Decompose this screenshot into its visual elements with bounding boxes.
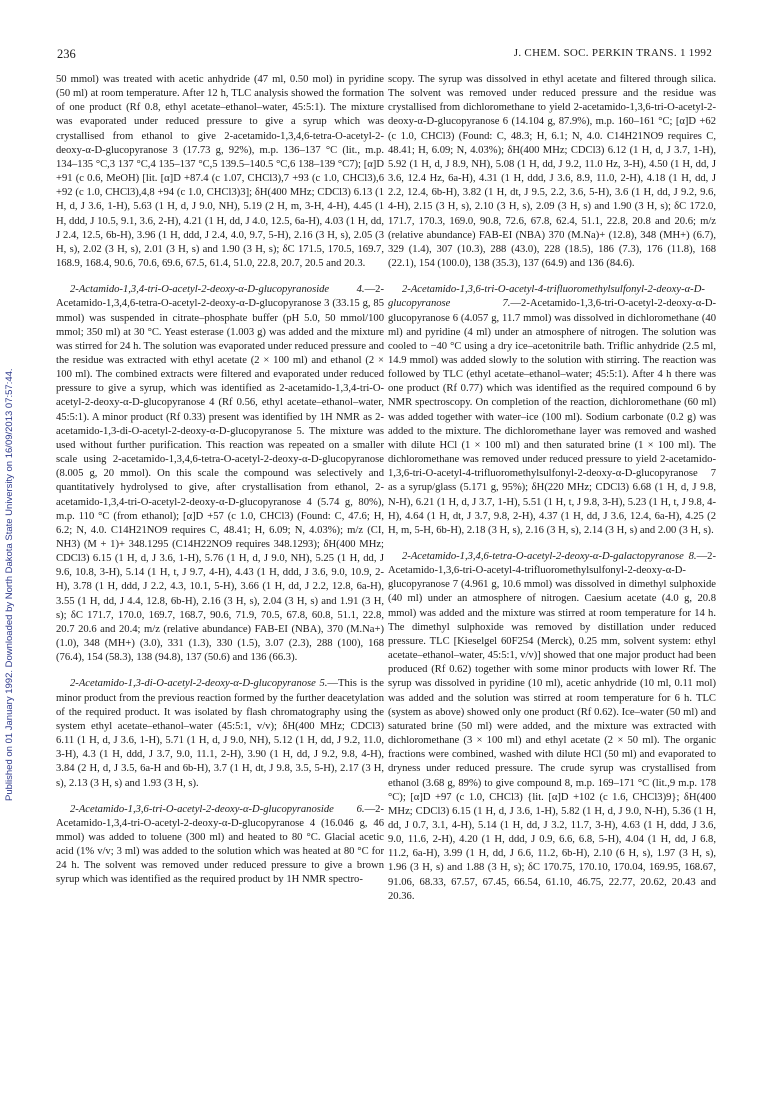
compound-5-text: —This is the minor product from the previous reaction formed by the further deacetylation of the required product. It was isolated by flash chromatography using the system ethyl acetate–ethanol–water (45:5:1, v/v); δH(400 MHz; CDCl3) 6.11 (1 H, d, J 3.6, 1-H), 5.71 (1 H, d, J 9.0, NH), 5.12 (1 H, dd, J 9.2, 11.0, 3-H), 4.3 (1 H, ddd, J 3.7, 9.0, 11.1, 2-H), 3.90 (1 H, dd, J 9.2, 9.8, 4-H), 3.84 (2 H, d, J 3.5, 6a-H and 6b-H), 3.7 (1 H, dt, J 9.8, 3.5, 5-H), 2.17 (3 H, s), 2.13 (3 H, s) and 1.93 (3 H, s). <box>56 678 384 789</box>
compound-4-text: —2-Acetamido-1,3,4,6-tetra-O-acetyl-2-deoxy-α-D-glucopyranose 3 (33.15 g, 85 mmol) was suspended in citrate–phosphate buffer (pH 5.0, 50 mmol/100 mmol; 350 ml) at 30 °C. Yeast esterase (1.003 g) was added and the mixture was stirred for 24 h. The solution was evaporated under reduced pressure and the residue was extracted with ethyl acetate (2 × 100 ml) and ethanol (2 × 100 ml). The combined extracts were filtered and evaporated under reduced pressure to give a syrup, which was identified as 2-acetamido-1,3,4-tri-O-acetyl-2-deoxy-α-D-glucopyranose 4 (Rf 0.56, ethyl acetate–ethanol–water, 45:5:1). A minor product (Rf 0.33) present was identified by 1H NMR as 2-acetamido-1,3-di-O-acetyl-2-deoxy-α-D-glucopyranose 5. The mixture was used without further purification. This reaction was repeated on a smaller scale using 2-acetamido-1,3,4,6-tetra-O-acetyl-2-deoxy-α-D-glucopyranose (8.005 g, 20 mmol). On this scale the compound was selectively and quantitatively hydrolysed to give, after crystallisation from ethanol, 2-acetamido-1,3,4-tri-O-acetyl-2-deoxy-α-D-glucopyranose 4 (5.74 g, 80%), m.p. 110 °C (from ethanol); [α]D +57 (c 1.0, CHCl3) (Found: C, 47.6; H, 6.2; N, 4.0. C14H21NO9 requires C, 48.41; H, 6.09; N, 4.03%); m/z (CI, NH3) (M + 1)+ 348.1295 (C14H22NO9 requires 348.1293); δH(400 MHz; CDCl3) 6.15 (1 H, d, J 3.6, 1-H), 5.76 (1 H, d, J 9.0, NH), 5.25 (1 H, dd, J 9.6, 10.8, 3-H), 5.14 (1 H, t, J 9.7, 4-H), 4.43 (1 H, ddd, J 3.6, 9.0, 10.9, 2-H), 3.78 (1 H, ddd, J 2.2, 4.3, 10.1, 5-H), 3.66 (1 H, dd, J 2.2, 12.8, 6a-H), 3.55 (1 H, dd, J 4.4, 12.8, 6b-H), 2.16 (3 H, s), 2.04 (3 H, s) and 1.91 (3 H, s); δC 171.7, 170.0, 169.7, 168.7, 90.6, 71.9, 70.5, 67.8, 60.8, 51.1, 22.8, 20.7 20.6 and 20.4; m/z (relative abundance) FAB-EI (NBA), 370 (M.Na+) (1.0), 348 (MH+) (3.0), 331 (1.3), 330 (1.5), 3.07 (2.3), 288 (100), 168 (76.4), 154 (58.3), 138 (94.8), 137 (50.6) and 136 (66.3). <box>56 284 384 664</box>
right-paragraph-1: scopy. The syrup was dissolved in ethyl acetate and filtered through silica. The solvent was removed under reduced pressure and the residue was crystallised from dichloromethane to yield 2-acetamido-1,3,6-tri-O-acetyl-2-deoxy-α-D-glucopyranose 6 (14.104 g, 87.9%), m.p. 160–161 °C; [α]D +62 (c 1.0, CHCl3) (Found: C, 48.3; H, 6.1; N, 4.0. C14H21NO9 requires C, 48.41; H, 6.09; N, 4.03%); δH(400 MHz; CDCl3) 6.12 (1 H, d, J 3.7, 1-H), 5.92 (1 H, d, J 8.9, NH), 5.08 (1 H, dd, J 9.2, 11.0 Hz, 3-H), 4.50 (1 H, dd, J 3.6, 12.4 Hz, 6a-H), 4.31 (1 H, ddd, J 3.6, 8.9, 11.0, 2-H), 4.18 (1 H, dd, J 2.2, 12.4, 6b-H), 3.82 (1 H, dt, J 9.5, 2.2, 3.6, 5-H), 3.6 (1 H, dd, J 9.2, 9.6, 4-H), 2.15 (3 H, s), 2.10 (3 H, s), 2.09 (3 H, s) and 1.90 (3 H, s); δC 172.0, 171.7, 170.3, 169.0, 90.8, 72.6, 67.8, 62.4, 51.1, 22.8, 20.8 and 20.6; m/z (relative abundance) FAB-EI (NBA) 370 (M.Na)+ (12.8), 348 (MH+) (6.7), 329 (1.4), 307 (10.3), 288 (43.0), 228 (18.5), 186 (7.3), 176 (11.8), 168 (22.1), 154 (100.0), 138 (35.3), 137 (64.9) and 136 (84.6). <box>388 74 716 270</box>
left-paragraph-3 <box>56 677 384 790</box>
compound-8-heading: 2-Acetamido-1,3,4,6-tetra-O-acetyl-2-deoxy-α-D-galactopyranose 8. <box>402 551 697 562</box>
compound-6-text: —2-Acetamido-1,3,4-tri-O-acetyl-2-deoxy-α-D-glucopyranose 4 (16.046 g, 46 mmol) was added to toluene (300 ml) and heated to 80 °C. Glacial acetic acid (1% v/v; 3 ml) was added to the solution which was heated at 80 °C for 24 h. The solvent was removed under reduced pressure to give a brown syrup which was identified as the required product by 1H NMR spectro- <box>56 803 384 886</box>
left-column <box>56 73 384 888</box>
compound-7-text: —2-Acetamido-1,3,6-tri-O-acetyl-2-deoxy-α-D-glucopyranose 6 (4.057 g, 11.7 mmol) was dissolved in dichloromethane (40 ml) and pyridine (4 ml) under an atmosphere of nitrogen. The solution was cooled to −40 °C using a dry ice–acetonitrile bath. Triflic anhydride (2.5 ml, 14.9 mmol) was added slowly to the solution with stirring. The reaction was followed by TLC (ethyl acetate–ethanol–water; 45:5:1). After 4 h there was one product (Rf 0.77) which was identified as the required compound 6 by NMR spectroscopy. On completion of the reaction, dichloromethane (60 ml) was added together with water–ice (100 ml). Sodium carbonate (0.2 g) was added to the mixture. The dichloromethane layer was removed and washed with dilute HCl (1 × 100 ml) and then saturated brine (1 × 100 ml). The dichloromethane was removed under reduced pressure to yield 2-acetamido-1,3,6-tri-O-acetyl-4-trifluoromethylsulfonyl-2-deoxy-α-D-glucopyranose 7 as a syrup/glass (5.171 g, 95%); δH(220 MHz; CDCl3) 6.68 (1 H, d, J 9.8, N-H), 6.21 (1 H, d, J 3.7, 1-H), 5.51 (1 H, t, J 9.8, 3-H), 5.23 (1 H, t, J 9.8, 4-H), 4.64 (1 H, dt, J 3.7, 9.8, 2-H), 4.37 (1 H, dd, J 3.6, 12.4, 6a-H), 4.25 (2 H, m, 5-H, 6b-H), 2.18 (3 H, s), 2.16 (3 H, s), 2.14 (3 H, s) and 2.00 (3 H, s). <box>388 298 716 536</box>
compound-6-heading: 2-Acetamido-1,3,6-tri-O-acetyl-2-deoxy-α-D-glucopyranoside 6. <box>70 803 365 815</box>
left-paragraph-1: 50 mmol) was treated with acetic anhydride (47 ml, 0.50 mol) in pyridine (50 ml) at room temperature. After 12 h, TLC analysis showed the formation of one product (Rf 0.8, ethyl acetate–ethanol–water, 45:5:1). The mixture was evaporated under reduced pressure to give a syrup which was crystallised from ethanol to give 2-acetamido-1,3,4,6-tetra-O-acetyl-2-deoxy-α-D-glucopyranose 3 (17.73 g, 92%), m.p. 136–137 °C (lit., m.p. 134–135 °C,3 137 °C,4 135–137 °C,5 139.5–140.5 °C,6 138–139 °C7); [α]D +91 (c 0.6, MeOH) [lit. [α]D +87.4 (c 1.07, CHCl3),7 +93 (c 1.0, CHCl3),6 +92 (c 1.0, CHCl3),4,8 +94 (c 1.0, CHCl3)3]; δH(400 MHz; CDCl3) 6.13 (1 H, d, J 3.6, 1-H), 5.63 (1 H, d, J 9.0, NH), 5.19 (2 H, m, 3-H, 4-H), 4.45 (1 H, ddd, J 10.5, 9.1, 3.6, 2-H), 4.21 (1 H, dd, J 4.0, 12.5, 6a-H), 4.03 (1 H, dd, J 2.4, 12.5, 6b-H), 3.96 (1 H, ddd, J 2.4, 4.0, 9.7, 5-H), 2.16 (3 H, s), 2.05 (3 H, s), 2.02 (3 H, s), 2.01 (3 H, s) and 1.90 (3 H, s); δC 171.5, 170.5, 169.7, 168.9, 168.4, 90.6, 70.6, 69.6, 67.5, 61.4, 51.0, 22.8, 20.7, 20.5 and 20.3. <box>56 74 384 270</box>
compound-5-heading: 2-Acetamido-1,3-di-O-acetyl-2-deoxy-α-D-glucopyranose 5. <box>70 678 328 690</box>
download-stamp: Published on 01 January 1992. Downloaded by North Dakota State University on 16/09/2013 07:57:44. <box>4 368 15 802</box>
journal-header: J. CHEM. SOC. PERKIN TRANS. 1 1992 <box>513 47 712 59</box>
compound-7-heading: 2-Acetamido-1,3,6-tri-O-acetyl-4-trifluoromethylsulfonyl-2-deoxy-α-D-glucopyranose 7. <box>388 284 705 310</box>
left-paragraph-4 <box>56 803 384 888</box>
right-paragraph-2 <box>388 283 716 538</box>
right-paragraph-3 <box>388 550 716 904</box>
compound-8-text: —2-Acetamido-1,3,6-tri-O-acetyl-4-trifluoromethylsulfonyl-2-deoxy-α-D-glucopyranose 7 (4.961 g, 10.6 mmol) was dissolved in dimethyl sulphoxide (40 ml) under an atmosphere of nitrogen. Caesium acetate (4.0 g, 20.8 mmol) was added and the mixture was stirred at room temperature for 14 h. The dimethyl sulphoxide was removed by distillation under reduced pressure. TLC [Kieselgel 60F254 (Merck), 0.25 mm, solvent system: ethyl acetate–ethanol–water, 45:5:1, v/v)] showed that one major product had been produced (Rf 0.62) together with some minor products with lower Rf. The syrup was dissolved in pyridine (10 ml), acetic anhydride (10 ml, 0.11 mol) was added and the solution was stirred at room temperature for 6 h. TLC (system as above) showed only one product (Rf 0.62). Ice–water (50 ml) and saturated brine (50 ml) were added, and the mixture was extracted with dichloromethane (3 × 100 ml) and ethyl acetate (2 × 50 ml). The organic fractions were combined, washed with dilute HCl (50 ml) and evaporated to dryness under reduced pressure. The crude syrup was crystallised from ethanol (3.68 g, 89%) to give compound 8, m.p. 169–171 °C (lit.,9 m.p. 178 °C); [α]D +97 (c 1.0, CHCl3) {lit. [α]D +102 (c 1.6, CHCl3)9}; δH(400 MHz; CDCl3) 6.15 (1 H, d, J 3.6, 1-H), 5.82 (1 H, d, J 9.0, N-H), 5.36 (1 H, dd, J 0.7, 3.1, 4-H), 5.14 (1 H, dd, J 3.2, 11.7, 3-H), 4.63 (1 H, ddd, J 3.6, 9.0, 11.6, 2-H), 4.20 (1 H, ddd, J 0.9, 6.6, 6.8, 5-H), 4.04 (1 H, dd, J 6.8, 11.2, 6a-H), 3.99 (1 H, dd, J 6.6, 11.2, 6b-H), 2.10 (6 H, s), 1.97 (3 H, s), 1.96 (3 H, s) and 1.88 (3 H, s); δC 170.75, 170.10, 170.04, 169.95, 168.67, 91.06, 68.33, 67.57, 67.45, 66.54, 61.10, 46.75, 22.77, 20.62, 20.43 and 20.36. <box>388 551 716 902</box>
left-paragraph-2 <box>56 283 384 665</box>
page-number: 236 <box>57 47 76 61</box>
right-column <box>388 73 716 904</box>
compound-4-heading: 2-Actamido-1,3,4-tri-O-acetyl-2-deoxy-α-D-glucopyranoside 4. <box>70 284 365 296</box>
